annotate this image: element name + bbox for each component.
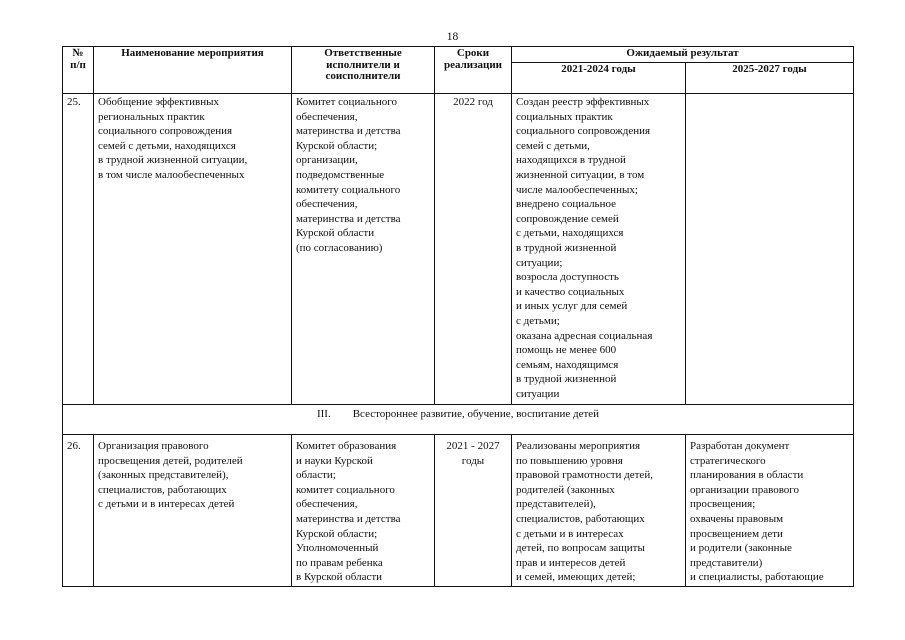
header-period-2025-2027: 2025-2027 годы xyxy=(686,63,854,94)
result-2021-2024: Создан реестр эффективных социальных практик социального сопровождения семей с детьми, находящихся в трудной жизненной ситуации, в том числе малообеспеченных; внедрено социальное сопровождение семей с детьми, находящихся в трудной жизненной ситуации; возросла доступность и качество социальных и иных услуг для семей с детьми; оказана адресная социальная помощь не менее 600 семьям, находящимся в трудной жизненной ситуации xyxy=(512,94,686,405)
implementation-terms: 2021 - 2027 годы xyxy=(435,435,512,587)
responsible-executors: Комитет социального обеспечения, материнства и детства Курской области; организации, подведомственные комитету социального обеспечения, материнства и детства Курской области (по согласованию) xyxy=(292,94,435,405)
section-title: Всестороннее развитие, обучение, воспитание детей xyxy=(352,408,600,420)
header-terms: Сроки реализации xyxy=(435,47,512,94)
row-number: 25. xyxy=(63,94,94,405)
measure-name: Организация правового просвещения детей, родителей (законных представителей), специалистов, работающих с детьми и в интересах детей xyxy=(94,435,292,587)
table-header-row xyxy=(63,47,854,63)
section-heading xyxy=(63,405,854,435)
header-num: № п/п xyxy=(63,47,94,94)
header-responsible: Ответственные исполнители и соисполнители xyxy=(292,47,435,94)
table-row xyxy=(63,94,854,405)
section-row xyxy=(63,405,854,435)
implementation-terms: 2022 год xyxy=(435,94,512,405)
row-number: 26. xyxy=(63,435,94,587)
header-name: Наименование мероприятия xyxy=(94,47,292,94)
header-period-2021-2024: 2021-2024 годы xyxy=(512,63,686,94)
result-2025-2027 xyxy=(686,94,854,405)
action-plan-table xyxy=(62,46,854,587)
responsible-executors: Комитет образования и науки Курской области; комитет социального обеспечения, материнства и детства Курской области; Уполномоченный по правам ребенка в Курской области xyxy=(292,435,435,587)
table-row xyxy=(63,435,854,587)
section-number: III. xyxy=(316,408,331,420)
page-number: 18 xyxy=(446,31,459,43)
header-expected-result: Ожидаемый результат xyxy=(512,47,854,63)
measure-name: Обобщение эффективных региональных практик социального сопровождения семей с детьми, находящихся в трудной жизненной ситуации, в том числе малообеспеченных xyxy=(94,94,292,405)
result-2025-2027: Разработан документ стратегического планирования в области организации правового просвещения; охвачены правовым просвещением дети и родители (законные представители) и специалисты, работающие xyxy=(686,435,854,587)
result-2021-2024: Реализованы мероприятия по повышению уровня правовой грамотности детей, родителей (законных представителей), специалистов, работающих с детьми и в интересах детей, по вопросам защиты прав и интересов детей и семей, имеющих детей; xyxy=(512,435,686,587)
